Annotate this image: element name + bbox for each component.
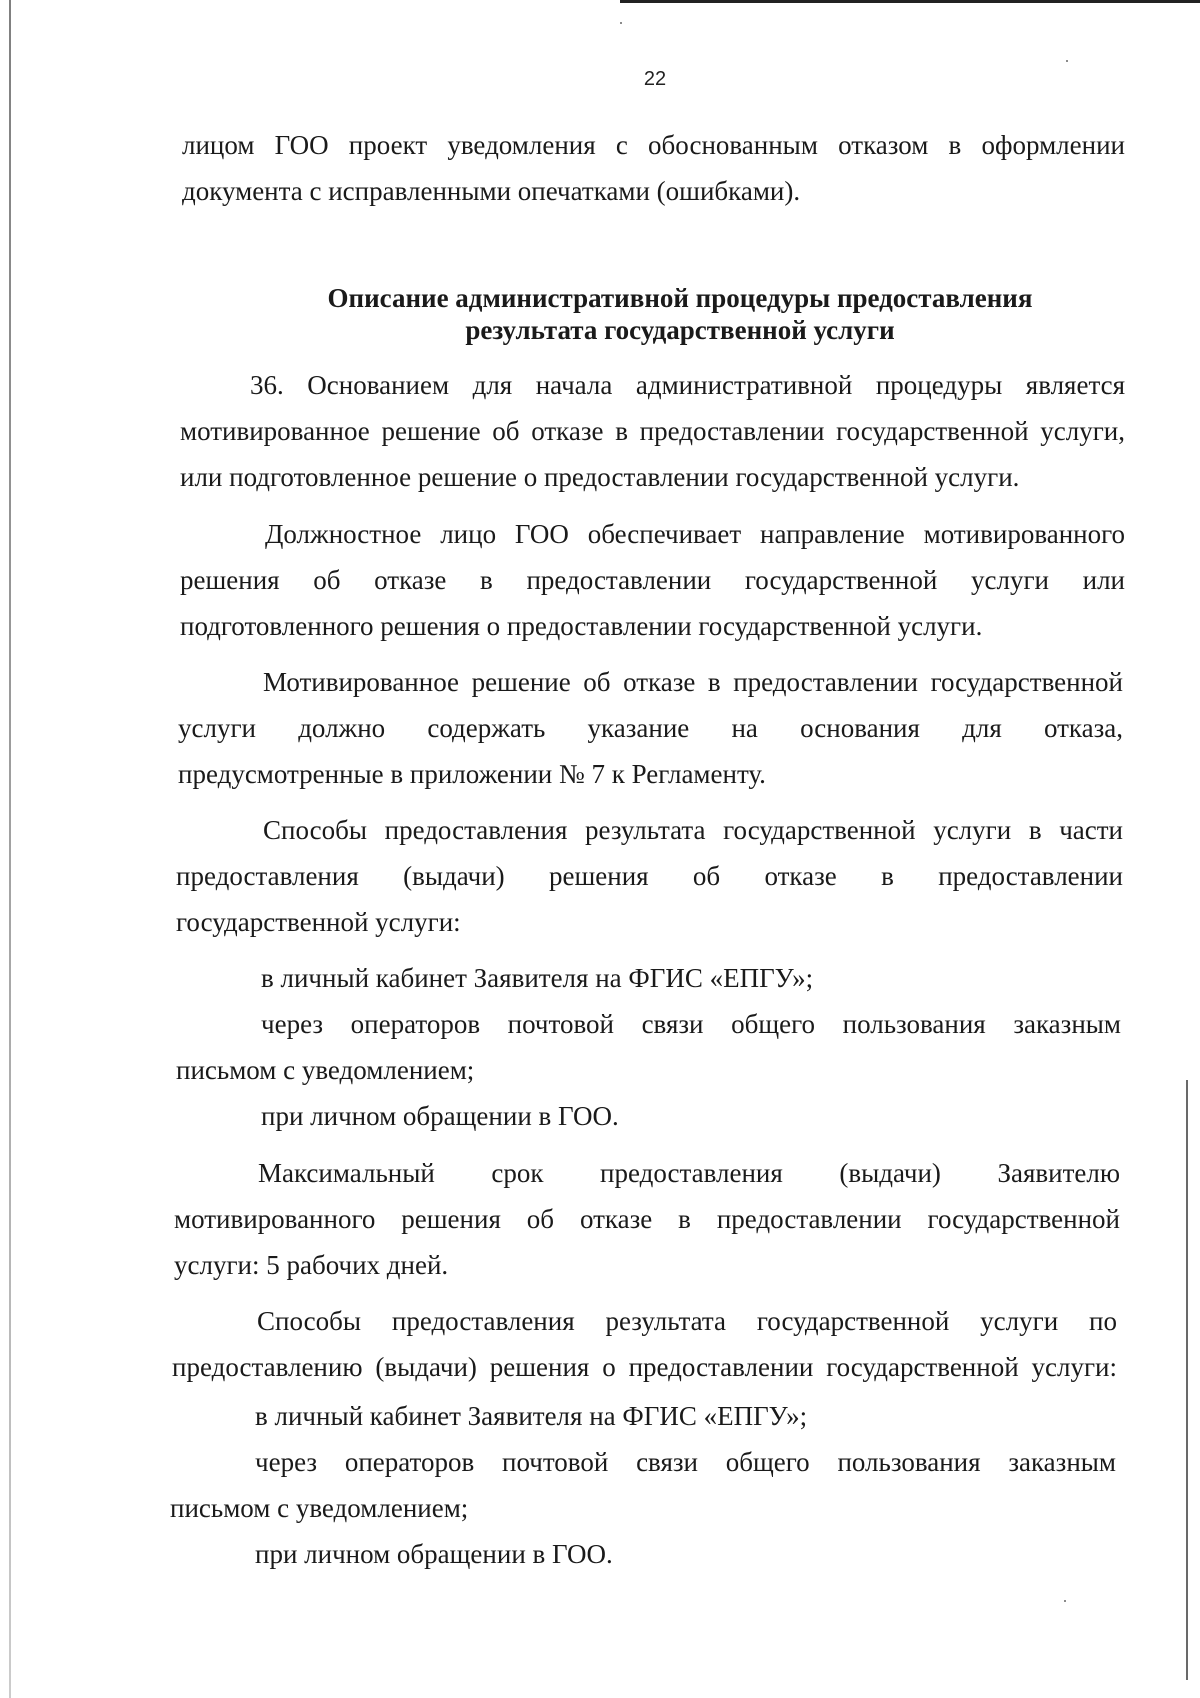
text-line: предоставления (выдачи) решения об отказе в предоставлении [176,861,1123,891]
paragraph-max-term [174,1150,1120,1288]
delivery-list-refusal [176,955,1121,1139]
list-item: в личный кабинет Заявителя на ФГИС «ЕПГУ»; [255,1401,808,1431]
text-line: Должностное лицо ГОО обеспечивает направление мотивированного [265,519,1125,549]
text-line: государственной услуги: [176,907,461,937]
section-heading [250,282,1110,346]
text-line: 36. Основанием для начала административной процедуры является [250,370,1125,400]
paragraph-ways-refusal [176,807,1123,945]
text-line: предусмотренные в приложении № 7 к Регламенту. [178,759,766,789]
scan-speck [620,22,622,24]
delivery-list-grant [170,1393,1116,1577]
list-item: через операторов почтовой связи общего пользования заказным [255,1447,1116,1477]
text-line: мотивированное решение об отказе в предоставлении государственной услуги, [180,416,1125,446]
intro-paragraph [182,122,1125,214]
text-line: Способы предоставления результата государственной услуги по [257,1306,1117,1336]
text-line: услуги: 5 рабочих дней. [174,1250,449,1280]
paragraph-motivated [178,659,1123,797]
list-item: письмом с уведомлением; [170,1493,469,1523]
list-item: при личном обращении в ГОО. [255,1539,613,1569]
text-line: предоставлению (выдачи) решения о предоставлении государственной услуги: [172,1352,1117,1382]
page-number: 22 [643,68,667,90]
text-line: мотивированного решения об отказе в предоставлении государственной [174,1204,1120,1234]
text-line: услуги должно содержать указание на основания для отказа, [178,713,1123,743]
text-line: подготовленного решения о предоставлении государственной услуги. [180,611,983,641]
text-line: лицом ГОО проект уведомления с обоснованным отказом в оформлении [182,130,1125,160]
text-line: Способы предоставления результата государственной услуги в части [263,815,1123,845]
paragraph-official [180,511,1125,649]
scan-speck [1066,60,1068,62]
scan-top-edge [620,0,1200,3]
text-line: Мотивированное решение об отказе в предоставлении государственной [263,667,1123,697]
list-item: в личный кабинет Заявителя на ФГИС «ЕПГУ»; [261,963,814,993]
text-line: решения об отказе в предоставлении государственной услуги или [180,565,1125,595]
paragraph-36 [180,362,1125,500]
heading-line: результата государственной услуги [465,315,895,345]
scan-left-edge [9,0,11,1698]
text-line: или подготовленное решение о предоставлении государственной услуги. [180,462,1020,492]
list-item: письмом с уведомлением; [176,1055,475,1085]
paragraph-ways-grant [172,1298,1117,1390]
scan-right-edge [1186,1080,1188,1680]
text-line: Максимальный срок предоставления (выдачи) Заявителю [258,1158,1120,1188]
list-item: при личном обращении в ГОО. [261,1101,619,1131]
text-line: документа с исправленными опечатками (ошибками). [182,176,801,206]
scan-speck [1064,1600,1066,1602]
heading-line: Описание административной процедуры предоставления [327,283,1033,313]
list-item: через операторов почтовой связи общего пользования заказным [261,1009,1121,1039]
